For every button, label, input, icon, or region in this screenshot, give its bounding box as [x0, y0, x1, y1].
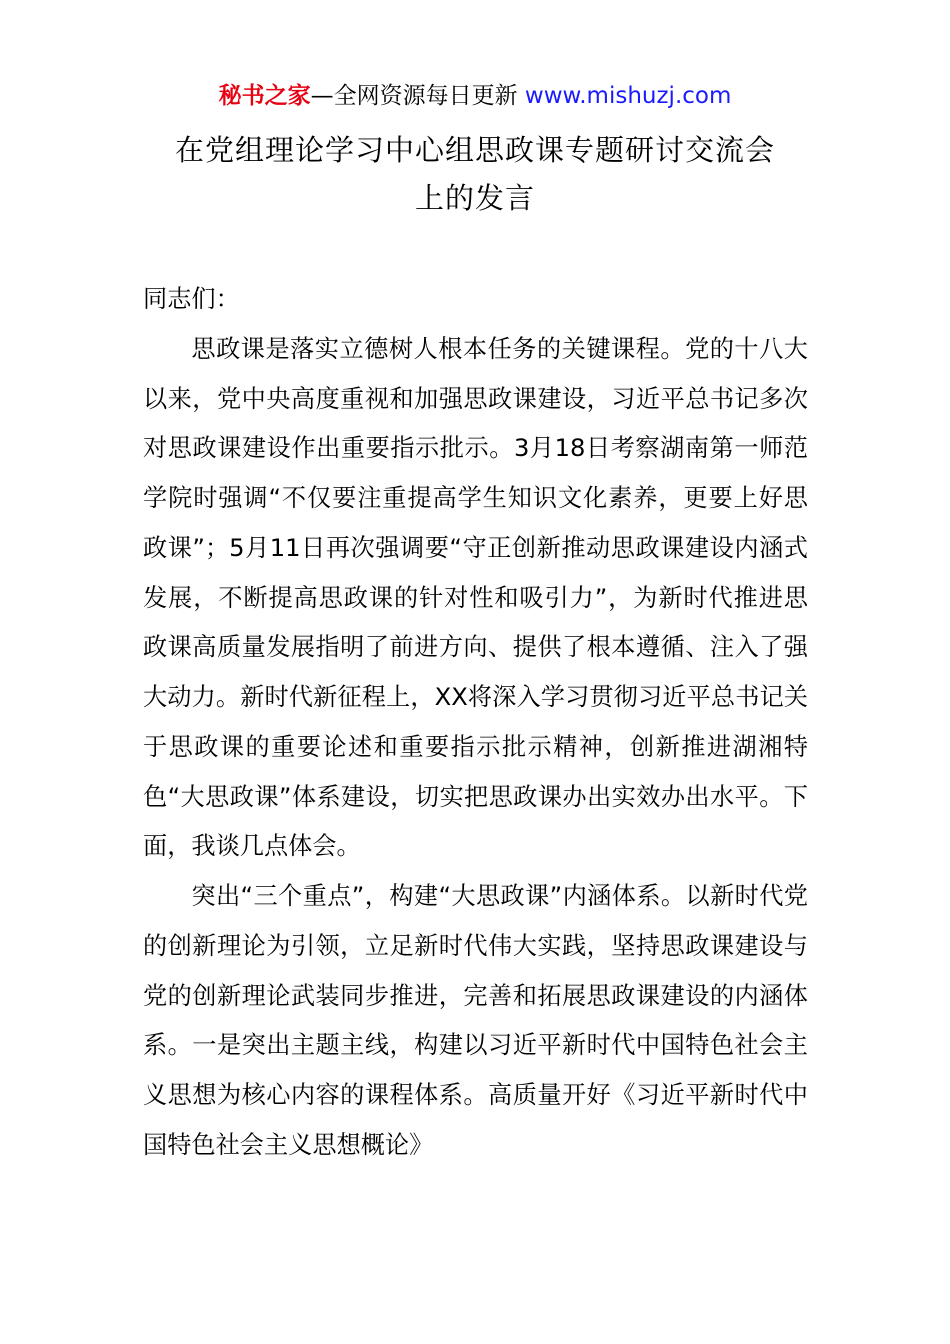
- brand-name: 秘书之家: [218, 83, 311, 109]
- paragraph-1: 思政课是落实立德树人根本任务的关键课程。党的十八大以来，党中央高度重视和加强思政课建设，习近平总书记多次对思政课建设作出重要指示批示。3月18日考察湖南第一师范学院时强调“不仅要注重提高学生知识文化素养，更要上好思政课”；5月11日再次强调要“守正创新推动思政课建设内涵式发展，不断提高思政课的针对性和吸引力”，为新时代推进思政课高质量发展指明了前进方向、提供了根本遵循、注入了强大动力。新时代新征程上，XX将深入学习贯彻习近平总书记关于思政课的重要论述和重要指示批示精神，创新推进湖湘特色“大思政课”体系建设，切实把思政课办出实效办出水平。下面，我谈几点体会。: [143, 334, 808, 861]
- document-title: [120, 126, 830, 222]
- paragraph-2: 突出“三个重点”，构建“大思政课”内涵体系。以新时代党的创新理论为引领，立足新时代伟大实践，坚持思政课建设与党的创新理论武装同步推进，完善和拓展思政课建设的内涵体系。一是突出主题主线，构建以习近平新时代中国特色社会主义思想为核心内容的课程体系。高质量开好《习近平新时代中国特色社会主义思想概论》: [143, 882, 808, 1159]
- header-tagline: —全网资源每日更新: [310, 83, 518, 109]
- document-body: [143, 275, 808, 1171]
- title-line-2: 上的发言: [414, 181, 535, 215]
- site-url-link[interactable]: www.mishuzj.com: [524, 83, 732, 109]
- title-line-1: 在党组理论学习中心组思政课专题研讨交流会: [174, 133, 775, 167]
- salutation: 同志们：: [143, 285, 240, 313]
- site-header: [0, 80, 950, 112]
